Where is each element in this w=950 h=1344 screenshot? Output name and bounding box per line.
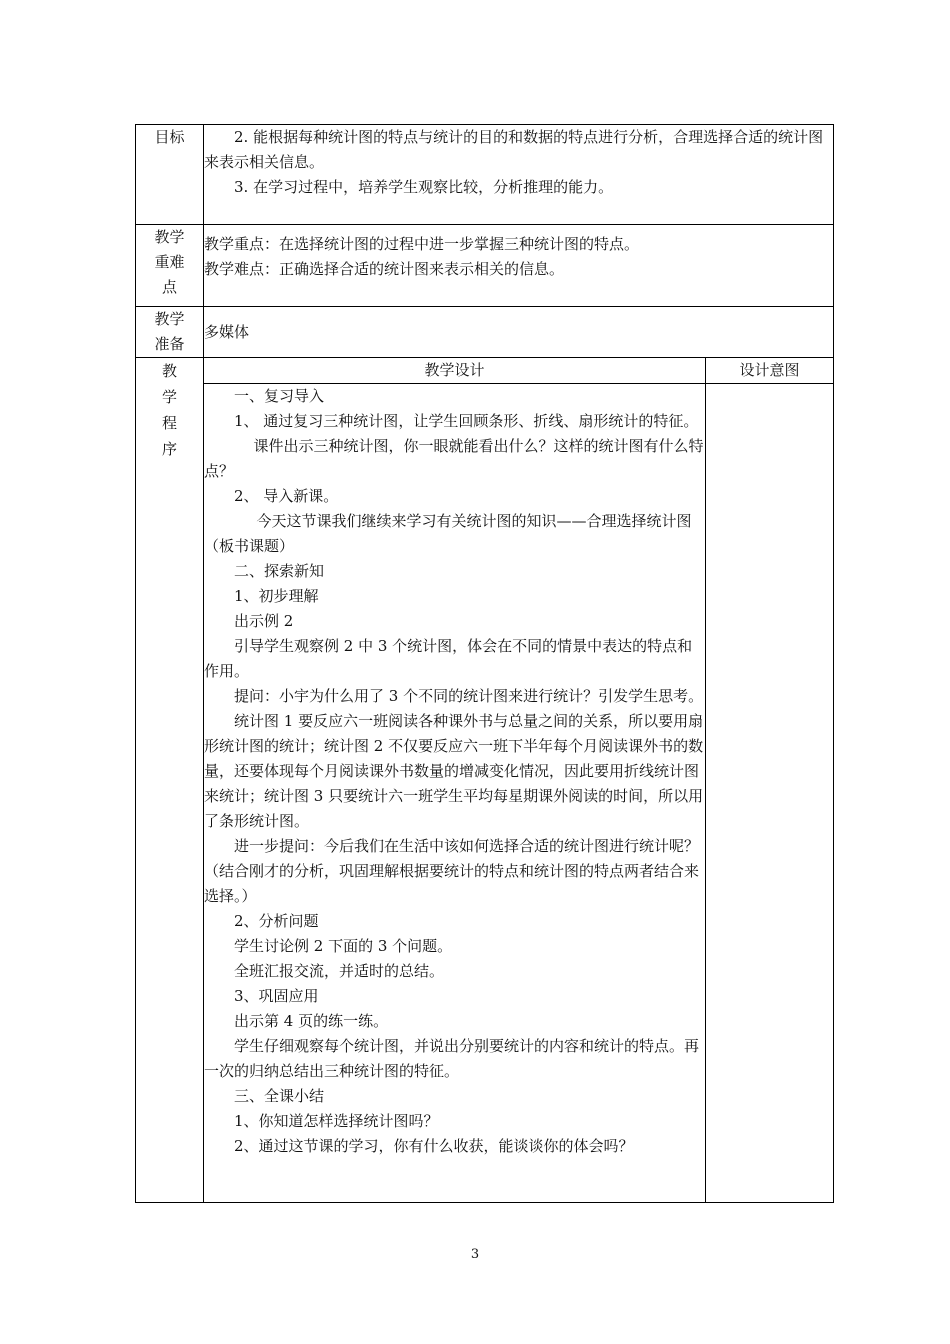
procedure-content-row — [136, 384, 834, 1203]
preparation-content: 多媒体 — [204, 307, 834, 358]
goal-content — [204, 125, 834, 225]
preparation-row — [136, 307, 834, 358]
paragraph: 1、 通过复习三种统计图，让学生回顾条形、折线、扇形统计的特征。 — [234, 412, 699, 430]
paragraph: 课件出示三种统计图，你一眼就能看出什么？这样的统计图有什么特点？ — [204, 437, 704, 480]
intent-content — [706, 384, 834, 1203]
section-heading: 三、全课小结 — [234, 1087, 325, 1105]
paragraph: 出示例 2 — [234, 612, 294, 630]
design-content — [204, 384, 706, 1203]
paragraph: 2、通过这节课的学习，你有什么收获，能谈谈你的体会吗？ — [234, 1137, 634, 1155]
design-header: 教学设计 — [204, 358, 706, 384]
key-points-row — [136, 225, 834, 307]
key-points-label: 教学 重难 点 — [136, 225, 204, 307]
section-heading: 二、探索新知 — [234, 562, 325, 580]
goal-row — [136, 125, 834, 225]
paragraph: 今天这节课我们继续来学习有关统计图的知识——合理选择统计图（板书课题） — [204, 512, 692, 555]
paragraph: 提问：小宇为什么用了 3 个不同的统计图来进行统计？引发学生思考。 — [234, 687, 704, 705]
preparation-label: 教学 准备 — [136, 307, 204, 358]
key-point-line: 教学重点：在选择统计图的过程中进一步掌握三种统计图的特点。 — [204, 235, 640, 253]
paragraph: 全班汇报交流，并适时的总结。 — [234, 962, 445, 980]
subsection-heading: 1、初步理解 — [234, 587, 319, 605]
paragraph: 统计图 1 要反应六一班阅读各种课外书与总量之间的关系，所以要用扇形统计图的统计；统计图 2 不仅要反应六一班下半年每个月阅读课外书的数量，还要体现每个月阅读课外书数量的增减变化情况，因此要用折线统计图来统计；统计图 3 只要统计六一班学生平均每星期课外阅读的时间，所以用了条形统计图。 — [204, 712, 704, 830]
page-number: 3 — [470, 1247, 480, 1262]
key-point-line: 教学难点：正确选择合适的统计图来表示相关的信息。 — [204, 260, 565, 278]
subsection-heading: 3、巩固应用 — [234, 987, 319, 1005]
paragraph: 引导学生观察例 2 中 3 个统计图，体会在不同的情景中表达的特点和作用。 — [204, 637, 693, 680]
key-points-content — [204, 225, 834, 307]
paragraph: 1、你知道怎样选择统计图吗？ — [234, 1112, 439, 1130]
section-heading: 一、复习导入 — [234, 387, 325, 405]
paragraph: 进一步提问：今后我们在生活中该如何选择合适的统计图进行统计呢？（结合刚才的分析，巩固理解根据要统计的特点和统计图的特点两者结合来选择。） — [204, 837, 700, 905]
paragraph: 学生仔细观察每个统计图，并说出分别要统计的内容和统计的特点。再一次的归纳总结出三种统计图的特征。 — [204, 1037, 700, 1080]
paragraph: 2、 导入新课。 — [234, 487, 339, 505]
goal-label: 目标 — [136, 125, 204, 225]
paragraph: 出示第 4 页的练一练。 — [234, 1012, 389, 1030]
goal-line: 3. 在学习过程中，培养学生观察比较，分析推理的能力。 — [234, 178, 614, 196]
intent-header: 设计意图 — [706, 358, 834, 384]
lesson-plan-table — [135, 124, 834, 1203]
paragraph: 学生讨论例 2 下面的 3 个问题。 — [234, 937, 453, 955]
procedure-header-row — [136, 358, 834, 384]
goal-line: 2. 能根据每种统计图的特点与统计的目的和数据的特点进行分析，合理选择合适的统计图来表示相关信息。 — [204, 128, 824, 171]
procedure-label: 教 学 程 序 — [136, 358, 204, 1203]
subsection-heading: 2、分析问题 — [234, 912, 319, 930]
